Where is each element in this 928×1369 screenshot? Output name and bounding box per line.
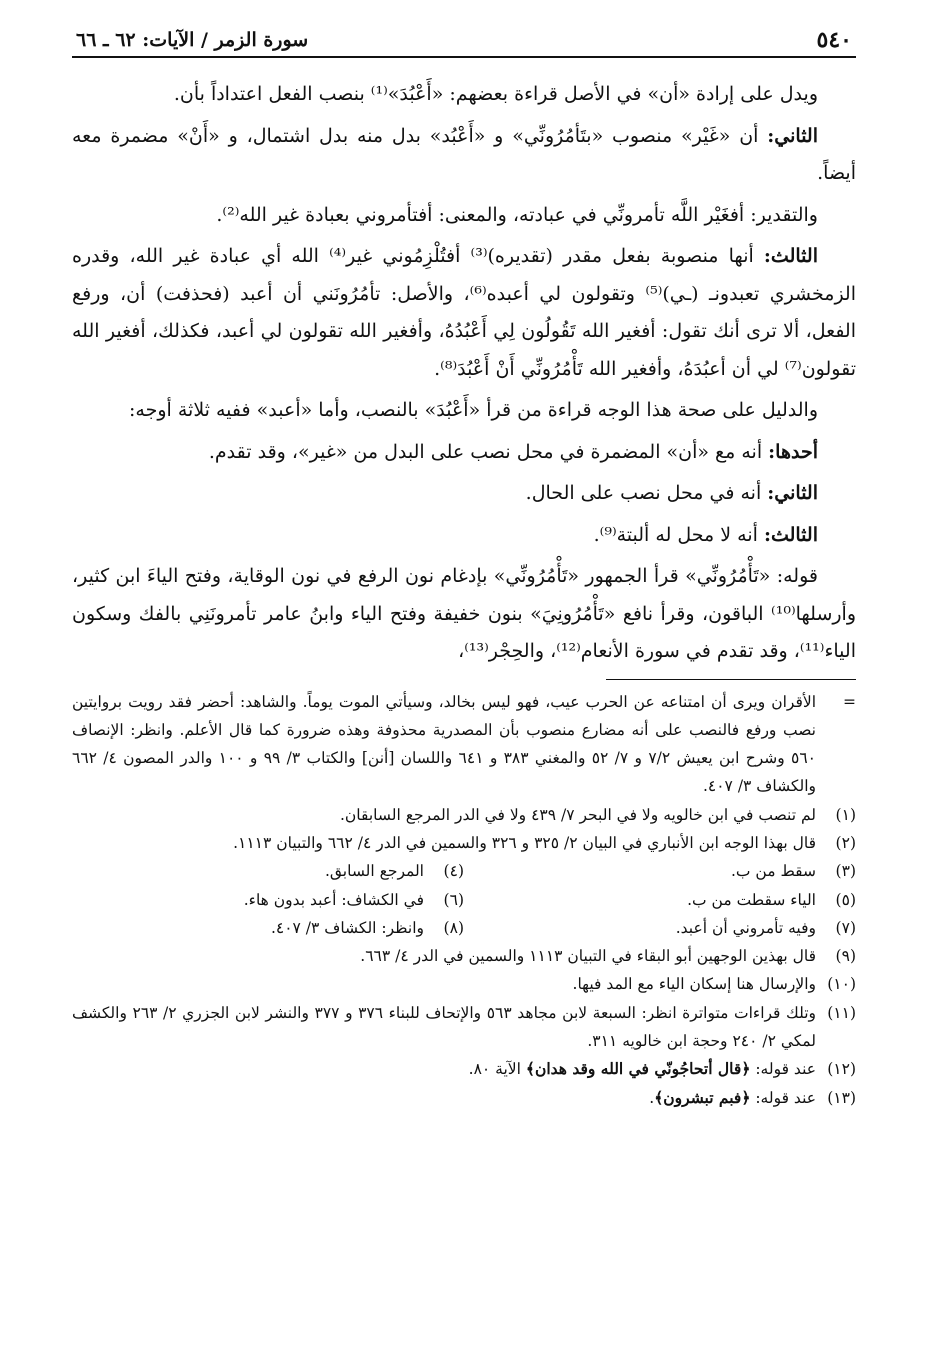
footnote-text: والإرسال هنا إسكان الياء مع المد فيها. bbox=[572, 975, 816, 994]
list-item-label: أحدها: bbox=[768, 440, 818, 463]
footnote-text: قال بهذين الوجهين أبو البقاء في التبيان ١١١٣ والسمين في الدر ٤/ ٦٦٣. bbox=[360, 947, 816, 966]
footnote-number: (٥) bbox=[835, 890, 856, 909]
footnote-number: (١١) bbox=[827, 1003, 856, 1022]
footnote bbox=[72, 970, 856, 998]
footnote-text: وفيه تأمروني أن أعبد. bbox=[675, 918, 816, 937]
paragraph: قوله: «تَأْمُرُونِّي» قرأ الجمهور «تَأْمُرُونِّي» بإدغام نون الرفع في نون الوقاية، وفتح الياءَ ابن كثير، وأرسلها⁽¹⁰⁾ الباقون، وقرأ نافع «تَأْمُرُونِيَ» بنون خفيفة وفتح الياء وابنُ عامر تأمرونَنِي بالفك وسكون الياء⁽¹¹⁾، وقد تقدم في سورة الأنعام⁽¹²⁾، والحِجْر⁽¹³⁾، bbox=[72, 565, 856, 662]
footnote-number: (١٢) bbox=[827, 1060, 856, 1079]
footnote-text: وانظر: الكشاف ٣/ ٤٠٧. bbox=[270, 918, 424, 937]
list-item-label: الثالث: bbox=[763, 523, 818, 546]
paragraph-text: أن «غَيْر» منصوب «بتَأمُرُونِّي» و «أَعْبُد» بدل منه بدل اشتمال، و «أَنْ» مضمرة معه أيضاً. bbox=[72, 124, 856, 184]
footnote-suffix: الآية ٨٠. bbox=[468, 1060, 526, 1079]
footnote-text: المرجع السابق. bbox=[324, 862, 424, 881]
footnote-number: (٩) bbox=[835, 947, 856, 966]
footnote bbox=[464, 857, 856, 885]
footnote bbox=[72, 942, 856, 970]
main-text bbox=[72, 76, 856, 671]
paragraph bbox=[72, 118, 856, 193]
page-number: ٥٤٠ bbox=[816, 27, 852, 53]
footnote-text bbox=[72, 1055, 816, 1083]
paragraph bbox=[72, 238, 856, 388]
footnote-number: (٣) bbox=[835, 862, 856, 881]
footnote-text: الأقران ويرى أن امتناعه عن الحرب عيب، فهو ليس بخالد، وسيأتي الموت يوماً. والشاهد: أحضر فقد رويت بروايتين نصب ورفع فالنصب على أنه مضارع منصوب بأن المصدرية محذوفة وهذه ضرورة كما قال الأعلم. وانظر: الإنصاف ٥٦٠ وشرح ابن يعيش ٧/٢ و ٧/ ٥٢ والمغني ٣٨٣ و ٦٤١ واللسان [أنن] والكتاب ٣/ ٩٩ و ١٠٠ والدر المصون ٤/ ٦٦٢ والكشاف ٣/ ٤٠٧. bbox=[72, 692, 817, 796]
footnote-continuation bbox=[72, 688, 856, 801]
footnote-prefix: عند قوله: bbox=[750, 1060, 816, 1079]
footnote-text: سقط من ب. bbox=[730, 862, 816, 881]
footnote-text: قال بهذا الوجه ابن الأنباري في البيان ٢/ ٣٢٥ و ٣٢٦ والسمين في الدر ٤/ ٦٦٢ والتبيان ١١١٣. bbox=[233, 833, 816, 852]
continuation-mark: = bbox=[843, 692, 856, 711]
footnote-text: الياء سقطت من ب. bbox=[687, 890, 816, 909]
footnote-prefix: عند قوله: bbox=[750, 1088, 816, 1107]
footnotes bbox=[72, 688, 856, 1112]
footnote bbox=[72, 1084, 856, 1112]
footnote-number: (١٣) bbox=[827, 1088, 856, 1107]
footnote bbox=[72, 999, 856, 1056]
footnote-separator bbox=[606, 679, 856, 680]
footnote-number: (٨) bbox=[443, 918, 464, 937]
footnote bbox=[72, 857, 464, 885]
footnote bbox=[72, 829, 856, 857]
footnote-pair bbox=[72, 886, 856, 914]
list-item-text: أنه لا محل له ألبتة⁽⁹⁾. bbox=[593, 523, 764, 546]
footnote-number: (٦) bbox=[443, 890, 464, 909]
paragraph: والتقدير: أفغَيْر اللَّه تأمرونِّي في عبادته، والمعنى: أفتأمروني بعبادة غير الله⁽²⁾. bbox=[216, 203, 818, 226]
footnote-text: وتلك قراءات متواترة انظر: السبعة لابن مجاهد ٥٦٣ والإتحاف للبناء ٣٧٦ و ٣٧٧ والنشر لابن الجزري ٢/ ٢٦٣ والكشف لمكي ٢/ ٢٤٠ وحجة ابن خالويه ٣١١. bbox=[72, 1003, 817, 1051]
quran-quote: ﴿قال أتحاجُونّي في الله وقد هدان﴾ bbox=[525, 1059, 751, 1079]
list-item bbox=[72, 434, 856, 472]
footnote-suffix: . bbox=[649, 1088, 655, 1107]
footnote-number: (٢) bbox=[835, 833, 856, 852]
footnote-text: في الكشاف: أعبد بدون هاء. bbox=[243, 890, 424, 909]
footnote bbox=[72, 801, 856, 829]
paragraph-text: أنها منصوبة بفعل مقدر (تقديره)⁽³⁾ أفتُلْزِمُوني غير⁽⁴⁾ الله أي عبادة غير الله، وقدره الزمخشري تعبدونـ (ـي)⁽⁵⁾ وتقولون لي أعبده⁽⁶⁾، والأصل: تأمُرُونَني أن أعبد (فحذفت) أن، ورفع الفعل، ألا ترى أنك تقول: أفغير الله تَقُولُون لِي أَعْبُدُهُ، وأفغير الله تقولون لي أعبد، فكذلك، أفغير الله تقولون⁽⁷⁾ لي أن أعبُدَهُ، وأفغير الله تَأْمُرُونِّي أَنْ أَعْبُدَ⁽⁸⁾. bbox=[72, 245, 856, 380]
footnote-pair bbox=[72, 857, 856, 885]
footnote-pair bbox=[72, 914, 856, 942]
list-item bbox=[72, 517, 856, 555]
paragraph: ويدل على إرادة «أن» في الأصل قراءة بعضهم: «أَعْبُدَ»⁽¹⁾ بنصب الفعل اعتداداً بأن. bbox=[173, 83, 818, 105]
paragraph-label: الثاني: bbox=[767, 124, 818, 147]
list-item-label: الثاني: bbox=[767, 482, 818, 504]
list-item-text: أنه في محل نصب على الحال. bbox=[525, 482, 768, 504]
footnote-text bbox=[72, 1084, 816, 1112]
quran-quote: ﴿فبم تبشرون﴾ bbox=[654, 1087, 751, 1107]
footnote bbox=[464, 886, 856, 914]
paragraph-label: الثالث: bbox=[763, 245, 818, 267]
paragraph: والدليل على صحة هذا الوجه قراءة من قرأ «أَعْبُدَ» بالنصب، وأما «أعبد» ففيه ثلاثة أوجه: bbox=[129, 399, 818, 421]
running-title: سورة الزمر / الآيات: ٦٢ ـ ٦٦ bbox=[76, 29, 309, 51]
footnote-number: (٤) bbox=[443, 862, 464, 881]
list-item bbox=[72, 475, 856, 513]
page-header bbox=[72, 28, 856, 58]
footnote bbox=[72, 1055, 856, 1083]
footnote-number: (١٠) bbox=[827, 975, 856, 994]
footnote bbox=[72, 886, 464, 914]
footnote-text: لم تنصب في ابن خالويه ولا في البحر ٧/ ٤٣٩ ولا في الدر المرجع السابقان. bbox=[340, 805, 816, 824]
list-item-text: أنه مع «أن» المضمرة في محل نصب على البدل من «غير»، وقد تقدم. bbox=[208, 440, 769, 463]
footnote bbox=[72, 914, 464, 942]
footnote bbox=[464, 914, 856, 942]
footnote-number: (٧) bbox=[835, 918, 856, 937]
footnote-number: (١) bbox=[835, 805, 856, 824]
